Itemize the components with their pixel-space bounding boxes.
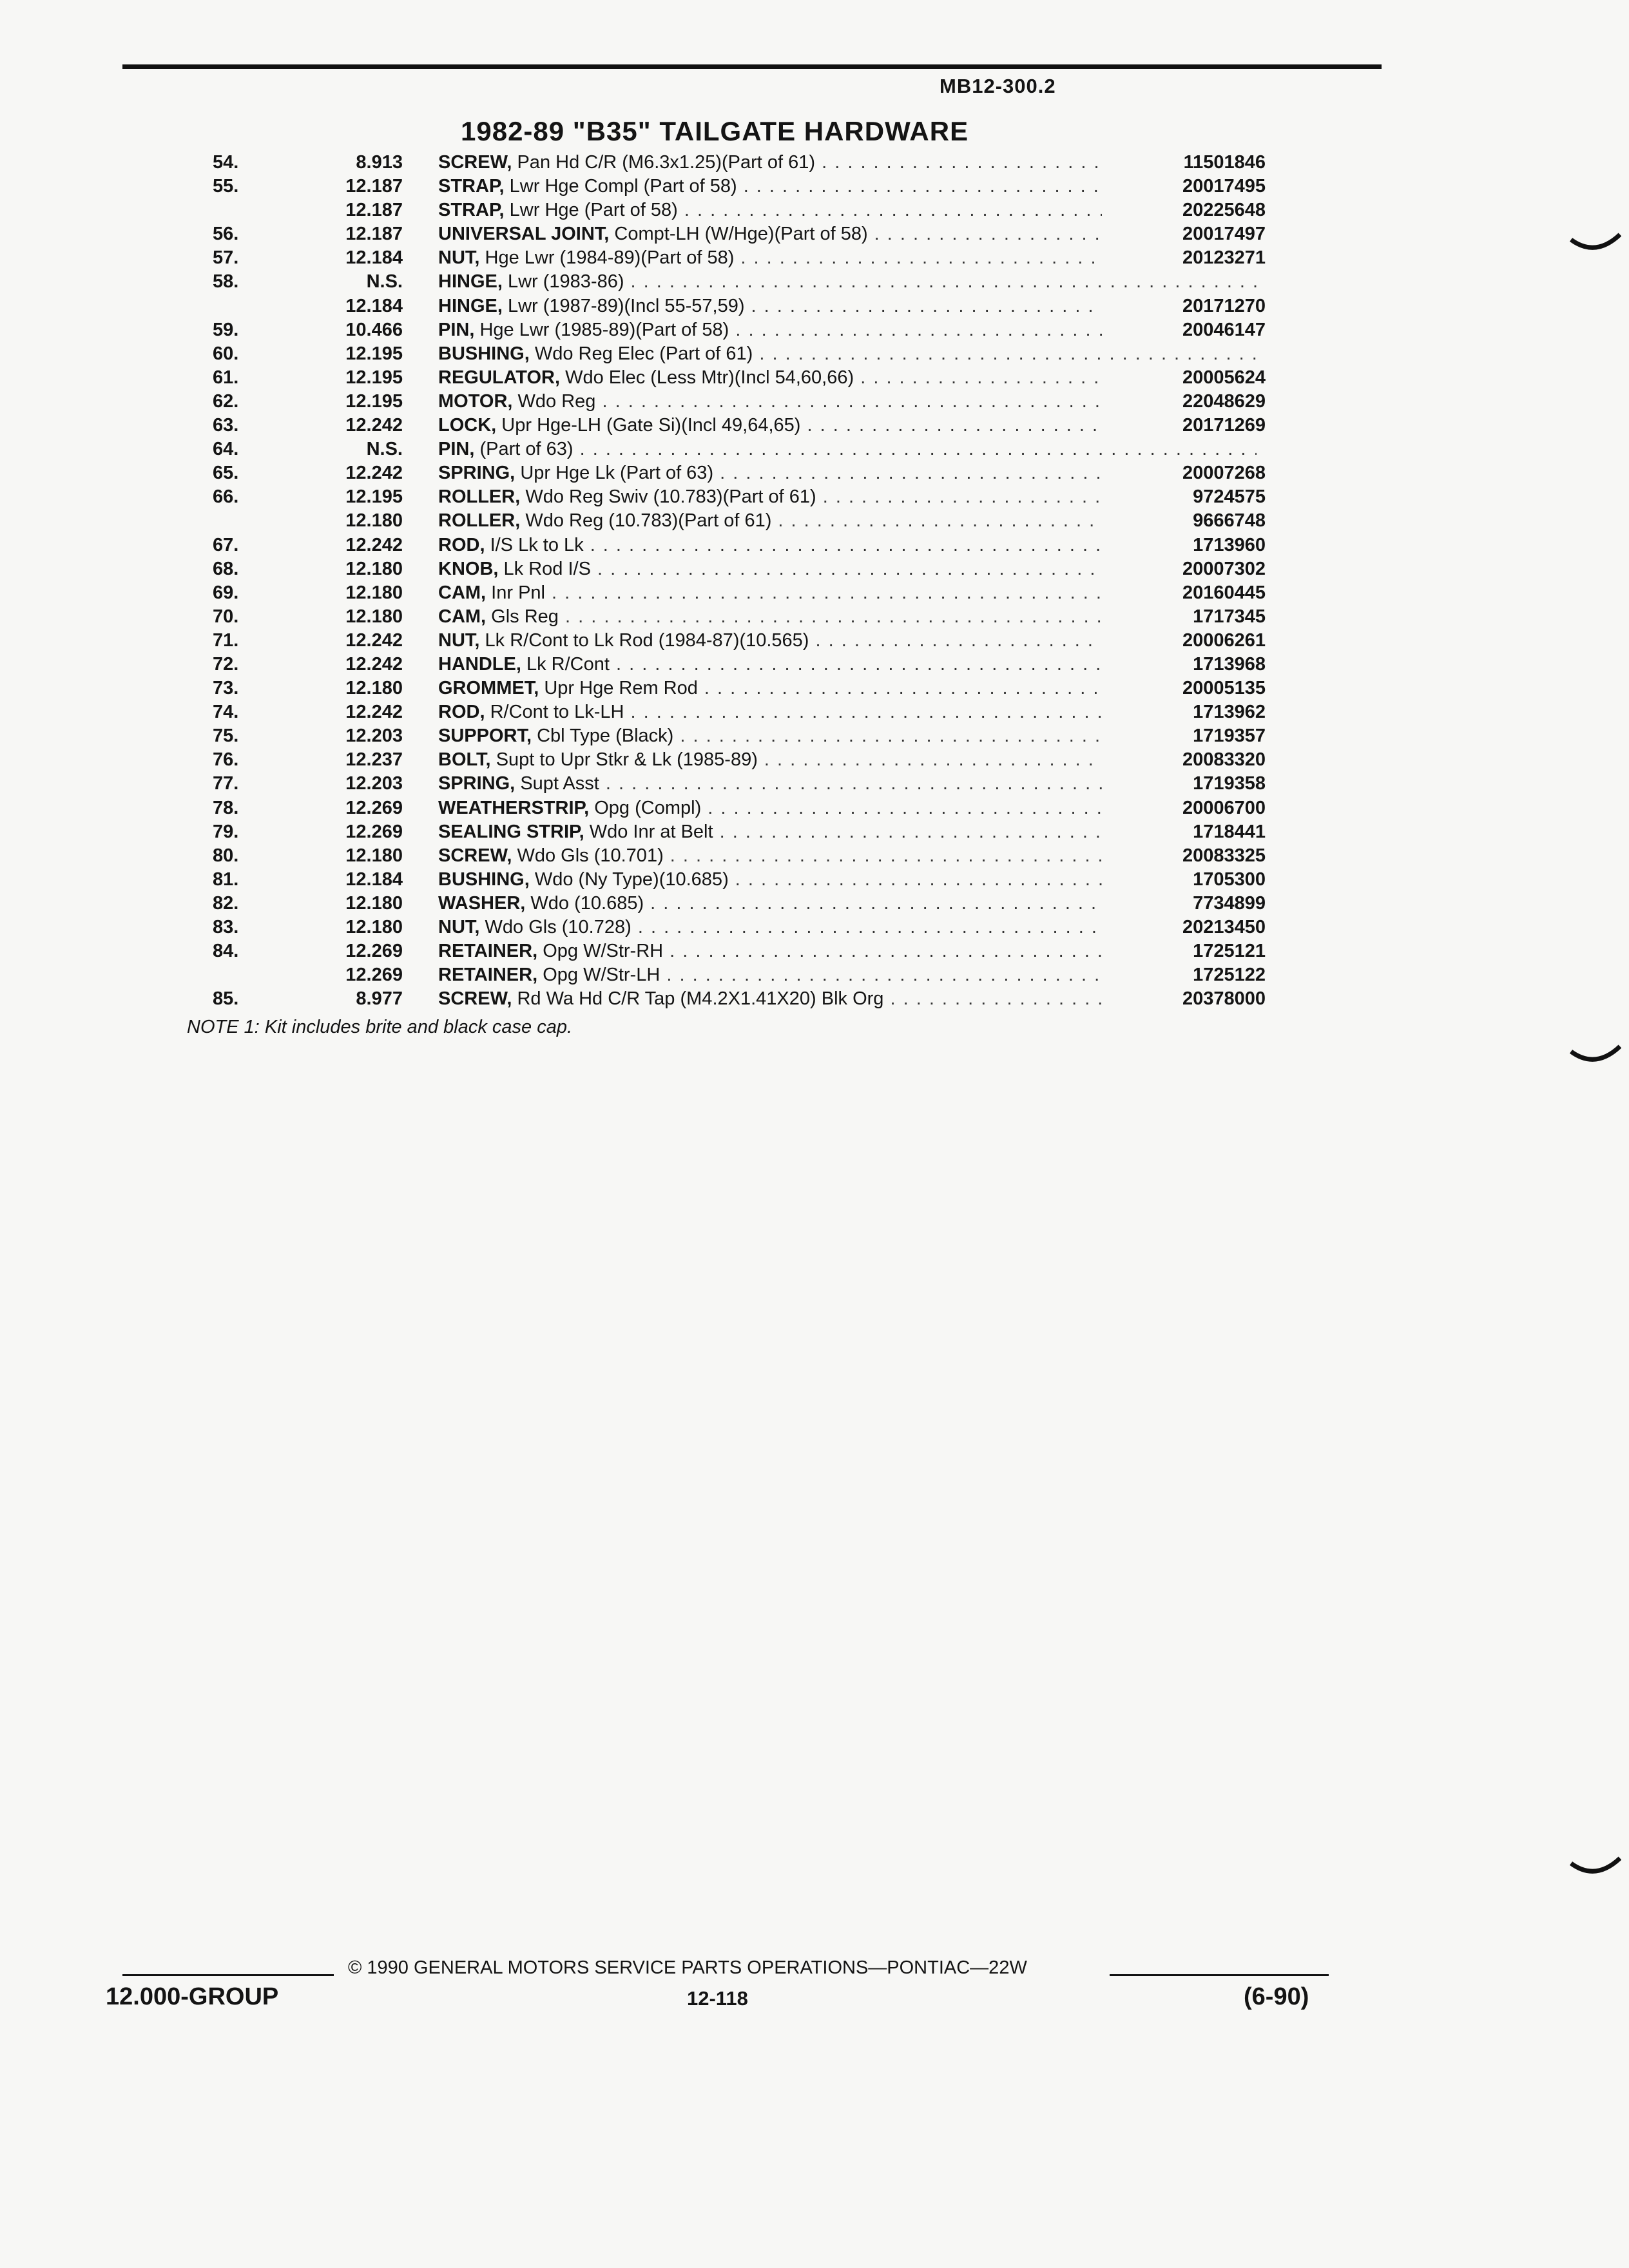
group-number: 12.237	[345, 749, 403, 771]
part-name: ROD,	[438, 534, 485, 555]
group-number: 12.242	[345, 415, 403, 436]
part-number: 20171270	[1102, 294, 1266, 318]
punch-hole-mark	[1570, 232, 1621, 258]
part-name: HINGE,	[438, 271, 503, 293]
part-detail: Opg W/Str-RH	[543, 941, 664, 962]
part-detail: Lwr (1983-86)	[507, 271, 624, 293]
part-row	[174, 533, 1266, 557]
item-number: 66.	[213, 486, 239, 508]
part-row	[174, 605, 1266, 629]
part-row	[174, 772, 1266, 796]
part-detail: Rd Wa Hd C/R Tap (M4.2X1.41X20) Blk Org	[517, 988, 884, 1010]
part-detail: Wdo Reg	[517, 390, 596, 412]
part-number: 20225648	[1102, 198, 1266, 222]
part-number: 1725121	[1102, 939, 1266, 963]
part-name: SCREW,	[438, 988, 512, 1010]
footer-rule-left	[122, 1974, 334, 1976]
part-row	[174, 700, 1266, 724]
part-name: MOTOR,	[438, 390, 513, 412]
part-detail: Gls Reg	[491, 606, 559, 627]
part-name: HANDLE,	[438, 653, 521, 675]
part-detail: Wdo Reg (10.783)(Part of 61)	[525, 510, 772, 532]
group-number: 12.269	[345, 965, 403, 986]
part-name: BUSHING,	[438, 343, 530, 364]
doc-code: MB12-300.2	[940, 75, 1056, 97]
part-number: 1717345	[1102, 605, 1266, 629]
page-title: 1982-89 "B35" TAILGATE HARDWARE	[461, 116, 969, 146]
part-row	[174, 175, 1266, 198]
part-number: 22048629	[1102, 390, 1266, 414]
part-detail: Opg (Compl)	[594, 797, 702, 818]
item-number: 80.	[213, 845, 239, 866]
part-name: CAM,	[438, 606, 487, 627]
part-name: SCREW,	[438, 845, 512, 866]
part-row	[174, 198, 1266, 222]
part-description	[438, 270, 1257, 294]
part-number: 20046147	[1102, 318, 1266, 342]
group-number: 12.184	[345, 295, 403, 316]
part-number: 1718441	[1102, 820, 1266, 844]
part-number: 20171269	[1102, 414, 1266, 437]
part-name: WEATHERSTRIP,	[438, 797, 590, 818]
part-row	[174, 796, 1266, 820]
group-number: 12.242	[345, 702, 403, 723]
part-name: STRAP,	[438, 200, 505, 221]
part-number: 20007268	[1102, 461, 1266, 485]
part-name: ROLLER,	[438, 510, 521, 532]
group-number: 12.180	[345, 917, 403, 937]
part-detail: Wdo Reg Elec (Part of 61)	[534, 343, 753, 364]
part-detail: Wdo Elec (Less Mtr)(Incl 54,60,66)	[565, 367, 854, 388]
part-detail: Pan Hd C/R (M6.3x1.25)(Part of 61)	[517, 152, 816, 173]
part-description	[438, 437, 1257, 461]
group-number: 12.269	[345, 821, 403, 842]
part-row	[174, 294, 1266, 318]
part-detail: Wdo Gls (10.728)	[485, 917, 631, 937]
part-row	[174, 868, 1266, 892]
part-name: SUPPORT,	[438, 726, 532, 747]
part-row	[174, 509, 1266, 533]
part-detail: Wdo Reg Swiv (10.783)(Part of 61)	[525, 486, 816, 508]
part-name: SEALING STRIP,	[438, 821, 584, 842]
part-detail: Hge Lwr (1985-89)(Part of 58)	[479, 319, 729, 340]
part-number: 20005624	[1102, 366, 1266, 390]
part-number: 1725122	[1102, 963, 1266, 987]
part-name: NUT,	[438, 247, 480, 269]
part-number: 20006261	[1102, 629, 1266, 653]
part-name: BUSHING,	[438, 869, 530, 890]
part-number: 1713968	[1102, 653, 1266, 677]
group-number: 12.195	[345, 486, 403, 508]
item-number: 83.	[213, 917, 239, 937]
group-number: 10.466	[345, 319, 403, 340]
part-number: 1705300	[1102, 868, 1266, 892]
group-number: 12.203	[345, 726, 403, 747]
part-row	[174, 820, 1266, 844]
part-detail: Supt to Upr Stkr & Lk (1985-89)	[496, 749, 758, 771]
part-number: 20083325	[1102, 844, 1266, 868]
group-number: 12.242	[345, 653, 403, 675]
part-name: BOLT,	[438, 749, 491, 771]
part-name: PIN,	[438, 439, 475, 460]
part-name: RETAINER,	[438, 965, 538, 986]
item-number: 64.	[213, 439, 239, 460]
item-number: 84.	[213, 941, 239, 962]
item-number: 68.	[213, 558, 239, 579]
part-detail: R/Cont to Lk-LH	[490, 702, 624, 723]
group-number: 12.203	[345, 773, 403, 794]
item-number: 57.	[213, 247, 239, 269]
part-number: 20083320	[1102, 748, 1266, 772]
part-name: SCREW,	[438, 152, 512, 173]
part-row	[174, 892, 1266, 916]
group-number: N.S.	[366, 439, 403, 460]
copyright-line: © 1990 GENERAL MOTORS SERVICE PARTS OPERATIONS—PONTIAC—22W	[348, 1957, 1027, 1978]
part-number: 1719358	[1102, 772, 1266, 796]
group-number: N.S.	[366, 271, 403, 293]
group-number: 12.187	[345, 176, 403, 197]
part-detail: Upr Hge-LH (Gate Si)(Incl 49,64,65)	[501, 415, 801, 436]
item-number: 59.	[213, 319, 239, 340]
part-row	[174, 724, 1266, 748]
part-detail: Compt-LH (W/Hge)(Part of 58)	[614, 224, 868, 245]
part-number: 1713960	[1102, 533, 1266, 557]
group-number: 12.187	[345, 200, 403, 221]
item-number: 55.	[213, 176, 239, 197]
part-row	[174, 557, 1266, 581]
part-detail: Supt Asst	[520, 773, 599, 794]
part-number: 1713962	[1102, 700, 1266, 724]
part-row	[174, 437, 1237, 461]
part-name: PIN,	[438, 319, 475, 340]
part-description	[438, 342, 1257, 366]
part-detail: I/S Lk to Lk	[490, 534, 584, 555]
part-row	[174, 318, 1266, 342]
item-number: 60.	[213, 343, 239, 364]
group-number: 12.184	[345, 869, 403, 890]
part-number: 20378000	[1102, 987, 1266, 1011]
part-number: 20006700	[1102, 796, 1266, 820]
part-detail: Wdo Inr at Belt	[589, 821, 713, 842]
part-name: HINGE,	[438, 295, 503, 316]
part-detail: Wdo (Ny Type)(10.685)	[534, 869, 729, 890]
part-name: STRAP,	[438, 176, 505, 197]
part-number: 9724575	[1102, 485, 1266, 509]
part-number: 20123271	[1102, 246, 1266, 270]
part-detail: Lwr Hge (Part of 58)	[509, 200, 678, 221]
part-name: ROLLER,	[438, 486, 521, 508]
item-number: 75.	[213, 726, 239, 747]
part-row	[174, 677, 1266, 700]
footer-rule-right	[1110, 1974, 1329, 1976]
item-number: 72.	[213, 653, 239, 675]
group-number: 12.195	[345, 367, 403, 388]
part-detail: Lwr Hge Compl (Part of 58)	[509, 176, 737, 197]
group-number: 12.180	[345, 678, 403, 699]
part-number: 20005135	[1102, 677, 1266, 700]
group-number: 12.180	[345, 845, 403, 866]
revision-date: (6-90)	[1244, 1983, 1309, 2010]
part-number: 20007302	[1102, 557, 1266, 581]
part-row	[174, 461, 1266, 485]
part-name: LOCK,	[438, 415, 497, 436]
part-name: REGULATOR,	[438, 367, 561, 388]
group-number: 12.180	[345, 582, 403, 603]
part-name: SPRING,	[438, 773, 516, 794]
part-number: 11501846	[1102, 151, 1266, 175]
part-row	[174, 581, 1266, 605]
part-row	[174, 653, 1266, 677]
punch-hole-mark	[1570, 1044, 1621, 1070]
part-row	[174, 246, 1266, 270]
part-number: 20160445	[1102, 581, 1266, 605]
part-row	[174, 629, 1266, 653]
part-name: WASHER,	[438, 892, 526, 914]
part-name: ROD,	[438, 702, 485, 723]
part-detail: Cbl Type (Black)	[537, 726, 674, 747]
page-number: 12-118	[687, 1987, 748, 2010]
item-number: 54.	[213, 152, 239, 173]
part-row	[174, 342, 1237, 366]
item-number: 77.	[213, 773, 239, 794]
part-row	[174, 916, 1266, 939]
item-number: 78.	[213, 797, 239, 818]
part-name: GROMMET,	[438, 678, 539, 699]
group-number: 12.180	[345, 558, 403, 579]
item-number: 82.	[213, 892, 239, 914]
group-label: 12.000-GROUP	[106, 1983, 279, 2010]
item-number: 63.	[213, 415, 239, 436]
part-detail: Inr Pnl	[491, 582, 545, 603]
part-number: 9666748	[1102, 509, 1266, 533]
item-number: 71.	[213, 629, 239, 651]
item-number: 65.	[213, 463, 239, 484]
part-row	[174, 222, 1266, 246]
part-detail: Upr Hge Rem Rod	[544, 678, 698, 699]
group-number: 8.977	[356, 988, 403, 1010]
punch-hole-mark	[1570, 1856, 1621, 1881]
parts-list	[174, 151, 1266, 1011]
part-row	[174, 939, 1266, 963]
top-rule	[122, 64, 1382, 69]
part-number: 7734899	[1102, 892, 1266, 916]
part-name: UNIVERSAL JOINT,	[438, 224, 610, 245]
group-number: 12.195	[345, 343, 403, 364]
item-number: 79.	[213, 821, 239, 842]
part-row	[174, 748, 1266, 772]
part-number: 20017495	[1102, 175, 1266, 198]
part-row	[174, 390, 1266, 414]
part-name: NUT,	[438, 917, 480, 937]
group-number: 8.913	[356, 152, 403, 173]
part-name: CAM,	[438, 582, 487, 603]
group-number: 12.180	[345, 892, 403, 914]
part-name: RETAINER,	[438, 941, 538, 962]
part-detail: Upr Hge Lk (Part of 63)	[520, 463, 714, 484]
part-row	[174, 270, 1237, 294]
group-number: 12.242	[345, 463, 403, 484]
part-detail: Lk R/Cont	[526, 653, 610, 675]
part-detail: Wdo Gls (10.701)	[517, 845, 664, 866]
part-number: 1719357	[1102, 724, 1266, 748]
item-number: 85.	[213, 988, 239, 1010]
item-number: 73.	[213, 678, 239, 699]
part-detail: Hge Lwr (1984-89)(Part of 58)	[485, 247, 735, 269]
part-row	[174, 151, 1266, 175]
part-detail: Lk R/Cont to Lk Rod (1984-87)(10.565)	[485, 629, 809, 651]
part-name: KNOB,	[438, 558, 499, 579]
part-detail: Lwr (1987-89)(Incl 55-57,59)	[507, 295, 745, 316]
item-number: 67.	[213, 534, 239, 555]
part-detail: Lk Rod I/S	[503, 558, 591, 579]
part-row	[174, 844, 1266, 868]
item-number: 62.	[213, 390, 239, 412]
item-number: 74.	[213, 702, 239, 723]
group-number: 12.269	[345, 941, 403, 962]
group-number: 12.269	[345, 797, 403, 818]
group-number: 12.195	[345, 390, 403, 412]
item-number: 81.	[213, 869, 239, 890]
item-number: 58.	[213, 271, 239, 293]
part-row	[174, 485, 1266, 509]
group-number: 12.187	[345, 224, 403, 245]
item-number: 69.	[213, 582, 239, 603]
part-name: NUT,	[438, 629, 480, 651]
part-number: 20017497	[1102, 222, 1266, 246]
part-row	[174, 963, 1266, 987]
part-detail: Opg W/Str-LH	[543, 965, 660, 986]
group-number: 12.180	[345, 606, 403, 627]
part-number: 20213450	[1102, 916, 1266, 939]
part-row	[174, 987, 1266, 1011]
part-row	[174, 366, 1266, 390]
part-name: SPRING,	[438, 463, 516, 484]
part-detail: (Part of 63)	[479, 439, 574, 460]
group-number: 12.242	[345, 534, 403, 555]
footnote: NOTE 1: Kit includes brite and black case cap.	[187, 1017, 573, 1037]
item-number: 70.	[213, 606, 239, 627]
group-number: 12.180	[345, 510, 403, 532]
item-number: 76.	[213, 749, 239, 771]
item-number: 61.	[213, 367, 239, 388]
item-number: 56.	[213, 224, 239, 245]
group-number: 12.184	[345, 247, 403, 269]
group-number: 12.242	[345, 629, 403, 651]
part-detail: Wdo (10.685)	[530, 892, 644, 914]
part-row	[174, 414, 1266, 437]
